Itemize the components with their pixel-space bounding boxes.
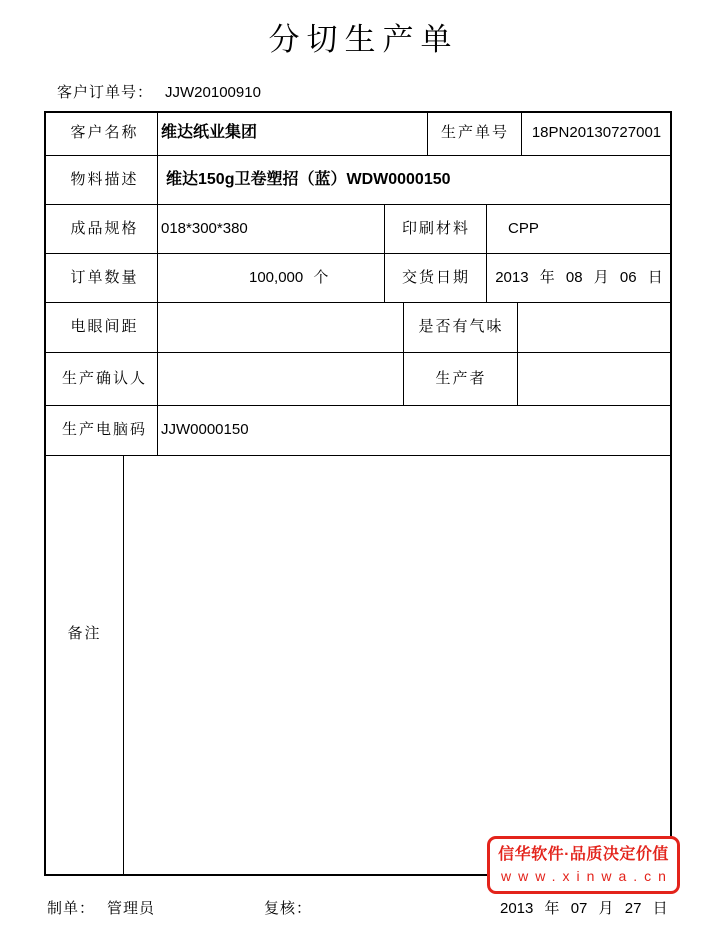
production-number-value: 18PN20130727001 — [531, 124, 662, 141]
computer-code-label: 生产电脑码 — [61, 421, 147, 438]
order-quantity-label: 订单数量 — [70, 268, 139, 286]
odor-label: 是否有气味 — [418, 318, 504, 335]
prepared-by-label: 制单： — [47, 900, 96, 917]
watermark-url: www.xinwa.cn — [501, 868, 673, 884]
delivery-date-value: 2013 年 08 月 06 日 — [495, 268, 663, 286]
customer-order-value: JJW20100910 — [165, 84, 261, 101]
customer-order-number — [57, 84, 261, 102]
customer-order-label: 客户订单号： — [57, 84, 154, 101]
vendor-watermark — [487, 836, 680, 894]
production-number-label: 生产单号 — [440, 124, 509, 141]
customer-name-value: 维达纸业集团 — [161, 124, 258, 141]
computer-code-value: JJW0000150 — [161, 421, 249, 438]
material-description-label: 物料描述 — [70, 170, 139, 188]
table-frame — [44, 111, 672, 876]
production-confirmer-label: 生产确认人 — [61, 369, 147, 387]
prepared-by-value: 管理员 — [107, 900, 156, 917]
product-spec-value: 018*300*380 — [161, 219, 248, 237]
print-material-value: CPP — [508, 219, 539, 237]
delivery-date-label: 交货日期 — [401, 268, 470, 286]
material-description-value: 维达150g卫卷塑招（蓝）WDW0000150 — [166, 170, 451, 188]
customer-name-label: 客户名称 — [70, 124, 139, 141]
reviewer-label: 复核： — [264, 900, 313, 917]
order-quantity-value: 100,000 个 — [249, 268, 329, 286]
remarks-label: 备注 — [67, 625, 102, 642]
eye-spacing-label: 电眼间距 — [70, 318, 139, 335]
footer-date: 2013 年 07 月 27 日 — [500, 900, 668, 917]
watermark-slogan: 信华软件·品质决定价值 — [498, 846, 669, 863]
print-material-label: 印刷材料 — [401, 219, 470, 237]
product-spec-label: 成品规格 — [70, 219, 139, 237]
page-title: 分切生产单 — [268, 22, 459, 58]
order-table — [44, 111, 672, 876]
producer-label: 生产者 — [435, 369, 487, 387]
